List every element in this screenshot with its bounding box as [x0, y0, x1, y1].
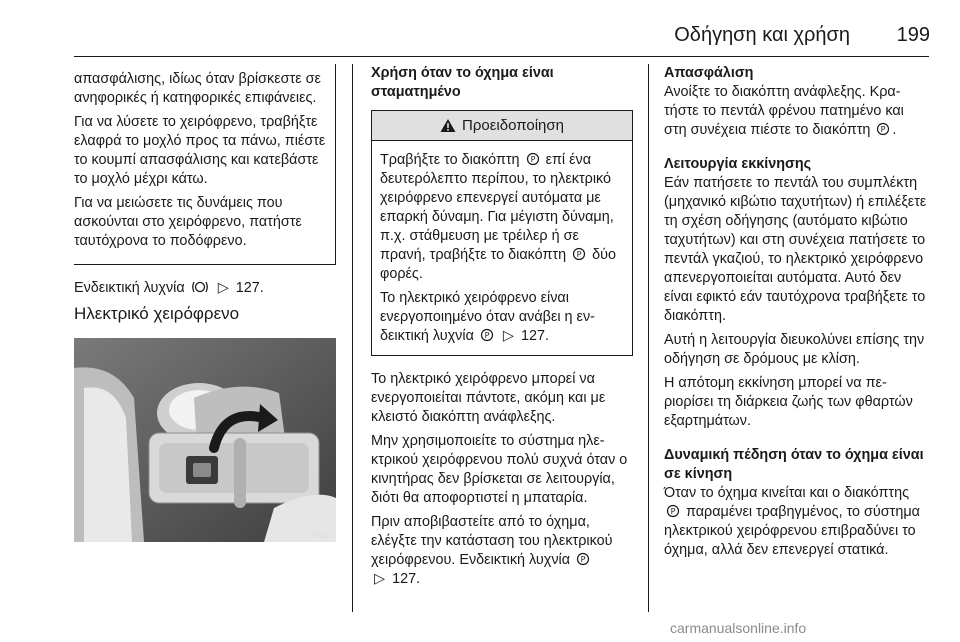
- parking-brake-indicator-icon: [480, 328, 494, 342]
- paragraph: Για να μειώσετε τις δυνάμεις που ασκούνται στο χειρόφρενο, πατήστε ταυτόχρονα το ποδόφρενο.: [74, 195, 302, 249]
- page-number: 199: [896, 24, 930, 46]
- warning-triangle-icon: [440, 118, 456, 133]
- warning-body: [372, 141, 632, 355]
- paragraph: απασφάλισης, ιδίως όταν βρίσκεστε σε ανηφορικές ή κατηφορικές επιφάνειες.: [74, 71, 321, 106]
- watermark: carmanualsonline.info: [670, 620, 807, 636]
- parking-brake-switch-icon: [876, 122, 890, 136]
- indicator-text: Ενδεικτική λυχνία: [74, 280, 185, 296]
- warning-title: Προειδοποίηση: [372, 111, 632, 141]
- section-heading: Ηλεκτρικό χειρόφρενο: [74, 304, 240, 323]
- svg-text:P: P: [484, 331, 490, 340]
- page-heading: Οδήγηση και χρήση: [674, 24, 850, 46]
- paragraph: Μην χρησιμοποιείτε το σύστημα ηλεκτρικού χειρόφρενου πολύ συχνά όταν ο κινητήρας δεν βρίσκεται σε λειτουργία, διότι θα αποφορτιστεί η μπαταρία.: [371, 433, 628, 506]
- subsection-title: Απασφάλιση: [664, 65, 754, 81]
- paragraph: Για να λύσετε το χειρόφρενο, τραβήξτε ελαφρά το μοχλό προς τα πάνω, πιέστε το κουμπί απασφάλισης και κατεβάστε το μοχλό μέχρι κάτω.: [74, 114, 326, 187]
- column-3: [664, 64, 928, 565]
- paragraph: Αυτή η λειτουργία διευκολύνει επίσης την οδήγηση σε δρόμους με κλίση.: [664, 332, 925, 367]
- page-reference[interactable]: 127.: [392, 571, 421, 587]
- parking-brake-switch-icon: [572, 247, 586, 261]
- parking-brake-switch-icon: [666, 504, 680, 518]
- page-reference[interactable]: 127.: [235, 280, 264, 296]
- parking-brake-switch-figure: [74, 338, 336, 542]
- subsection-title: Λειτουργία εκκίνησης: [664, 156, 812, 172]
- header-rule: [74, 56, 929, 57]
- parking-brake-indicator-icon: [576, 552, 590, 566]
- column-divider: [352, 64, 353, 612]
- subsection-title: Χρήση όταν το όχημα είναι σταματημένο: [371, 65, 554, 100]
- paragraph: Εάν πατήσετε το πεντάλ του συμπλέκτη (μηχανικό κιβώτιο ταχυτήτων) ή επιλέξετε τη σχέση οδήγησης (αυτόματο κιβώτιο ταχυτήτων) και στη συνέχεια πατήσετε το πεντάλ γκαζιού, το ηλεκτρικό χειρόφρενο απενεργοποιείται αυτόματα. Αυτό δεν είναι εφικτό εάν ταυτόχρονα τραβήξετε το διακόπτη.: [664, 175, 927, 324]
- reference-arrow-icon: ▷: [502, 328, 514, 344]
- paragraph: Τραβήξτε το διακόπτη P επί ένα δευτερόλεπτο περίπου, το ηλεκτρικό χειρόφρενο επενεργεί αυτόματα με επαρκή δύναμη. Για μέγιστη δύναμη, π.χ. στάθμευση με τρέιλερ ή σε πρανή, τραβήξτε το διακόπτη P δύο φορές.: [380, 152, 616, 282]
- page-reference[interactable]: 127.: [520, 328, 549, 344]
- reference-arrow-icon: ▷: [217, 280, 229, 296]
- column-2: [371, 64, 633, 594]
- paragraph: Το ηλεκτρικό χειρόφρενο μπορεί να ενεργοποιείται πάντοτε, ακόμη και με κλειστό διακόπτη ανάφλεξης.: [371, 371, 606, 425]
- subsection-title: Δυναμική πέδηση όταν το όχημα είναι σε κίνηση: [664, 447, 924, 482]
- figure-id: 9551: [312, 531, 330, 540]
- svg-text:P: P: [670, 507, 676, 516]
- continued-text-box: [74, 64, 336, 265]
- column-divider: [648, 64, 649, 612]
- svg-text:P: P: [880, 125, 886, 134]
- paragraph: Η απότομη εκκίνηση μπορεί να περιορίσει τη διάρκεια ζωής των φθαρτών εξαρτημάτων.: [664, 375, 913, 429]
- brake-indicator-icon: [191, 280, 209, 294]
- svg-text:P: P: [530, 155, 535, 164]
- paragraph: Όταν το όχημα κινείται και ο διακόπτης P παραμένει τραβηγμένος, το σύστημα ηλεκτρικού χειρόφρενου επιβραδύνει το όχημα, αλλά δεν επενεργεί στατικά.: [664, 485, 920, 558]
- parking-brake-switch-icon: [526, 152, 540, 166]
- paragraph: Πριν αποβιβαστείτε από το όχημα, ελέγξτε την κατάσταση του ηλεκτρικού χειρόφρενου. Ενδεικτική λυχνία P ▷ 127.: [371, 514, 613, 587]
- reference-arrow-icon: ▷: [374, 571, 386, 587]
- svg-text:P: P: [580, 555, 586, 564]
- warning-box: [371, 110, 633, 356]
- console-illustration: [74, 338, 336, 542]
- paragraph: Ανοίξτε το διακόπτη ανάφλεξης. Κρατήστε το πεντάλ φρένου πατημένο και στη συνέχεια πιέστε το διακόπτη P .: [664, 84, 904, 138]
- svg-text:P: P: [576, 250, 582, 259]
- paragraph: Το ηλεκτρικό χειρόφρενο είναι ενεργοποιημένο όταν ανάβει η ενδεικτική λυχνία P ▷ 127.: [380, 290, 595, 344]
- indicator-reference: [74, 279, 336, 298]
- column-1: [74, 64, 336, 542]
